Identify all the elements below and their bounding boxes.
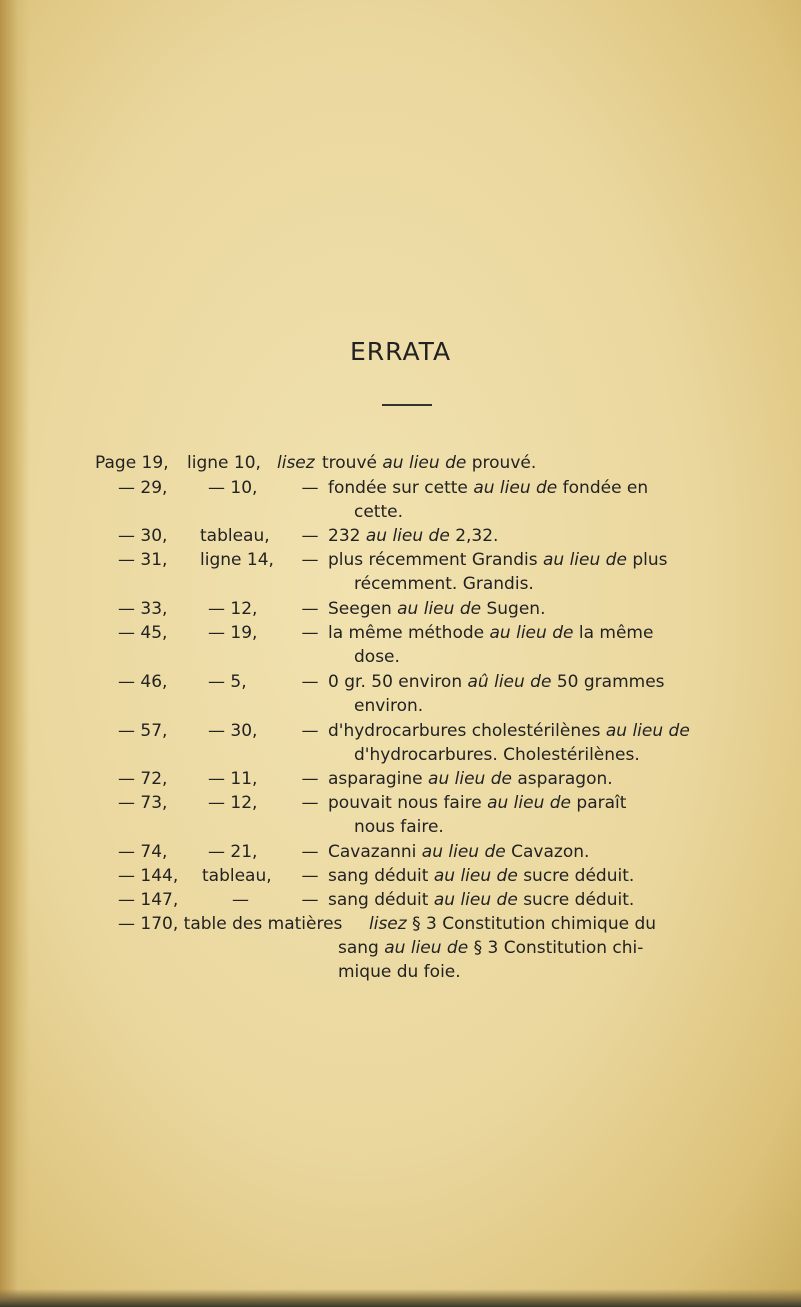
correction: Seegen au lieu de Sugen. [328,599,546,619]
correction: pouvait nous faire au lieu de paraît [328,793,627,813]
page-ref: — 73, [118,793,168,813]
page-ref: — 72, [118,769,168,789]
page-ref: — 45, [118,623,168,643]
separator-dash: — [301,793,319,813]
separator-dash: — [301,478,319,498]
separator-dash: — [301,769,319,789]
errata-row [0,720,801,746]
page-ref: Page 19, [95,453,169,473]
errata-row [0,865,801,891]
page-bottom-edge [0,1289,801,1307]
page-ref: — 170, table des matières [118,914,343,934]
errata-row [0,841,801,867]
correction: Cavazanni au lieu de Cavazon. [328,842,590,862]
line-ref: ligne 14, [200,550,274,570]
correction: asparagine au lieu de asparagon. [328,769,613,789]
page-ref: — 46, [118,672,168,692]
line-ref: tableau, [200,526,270,546]
correction: plus récemment Grandis au lieu de plus [328,550,668,570]
errata-continuation: environ. [354,696,424,716]
separator-dash: — [301,721,319,741]
lisez-label: lisez [277,453,315,473]
page-ref: — 74, [118,842,168,862]
correction: la même méthode au lieu de la même [328,623,654,643]
correction: sang déduit au lieu de sucre déduit. [328,890,635,910]
separator-dash: — [301,623,319,643]
errata-row-last [0,913,801,939]
separator-dash: — [301,526,319,546]
page-ref: — 33, [118,599,168,619]
line-ref: — 12, [208,599,258,619]
page-title: ERRATA [349,337,452,366]
line-ref: — 11, [208,769,258,789]
correction: fondée sur cette au lieu de fondée en [328,478,649,498]
errata-continuation: d'hydrocarbures. Cholestérilènes. [354,745,640,765]
separator-dash: — [301,842,319,862]
line-ref: — 30, [208,721,258,741]
line-ref: — 12, [208,793,258,813]
correction: 232 au lieu de 2,32. [328,526,499,546]
errata-continuation: cette. [354,502,403,522]
page-ref: — 29, [118,478,168,498]
errata-row [0,452,801,478]
line-ref: — 19, [208,623,258,643]
separator-dash: — [301,866,319,886]
errata-row [0,525,801,551]
line-ref: ligne 10, [187,453,261,473]
separator-dash: — [301,599,319,619]
correction: d'hydrocarbures cholestérilènes au lieu de [328,721,690,741]
errata-row [0,889,801,915]
errata-continuation: mique du foie. [338,962,461,982]
errata-continuation: sang au lieu de § 3 Constitution chi- [338,938,644,958]
errata-row [0,549,801,575]
page-ref: — 57, [118,721,168,741]
line-ref: — [232,890,249,910]
errata-row [0,622,801,648]
errata-continuation: nous faire. [354,817,444,837]
errata-row [0,477,801,503]
title-rule [382,404,432,406]
correction: lisez § 3 Constitution chimique du [369,914,657,934]
separator-dash: — [301,672,319,692]
errata-row [0,598,801,624]
errata-continuation: récemment. Grandis. [354,574,534,594]
errata-row [0,792,801,818]
separator-dash: — [301,890,319,910]
separator-dash: — [301,550,319,570]
correction: sang déduit au lieu de sucre déduit. [328,866,635,886]
page-ref: — 30, [118,526,168,546]
line-ref: — 21, [208,842,258,862]
page-ref: — 147, [118,890,179,910]
line-ref: tableau, [202,866,272,886]
line-ref: — 10, [208,478,258,498]
page-ref: — 144, [118,866,179,886]
errata-row [0,671,801,697]
errata-continuation: dose. [354,647,400,667]
correction: trouvé au lieu de prouvé. [322,453,537,473]
errata-row [0,768,801,794]
correction: 0 gr. 50 environ aû lieu de 50 grammes [328,672,665,692]
line-ref: — 5, [208,672,247,692]
page-ref: — 31, [118,550,168,570]
